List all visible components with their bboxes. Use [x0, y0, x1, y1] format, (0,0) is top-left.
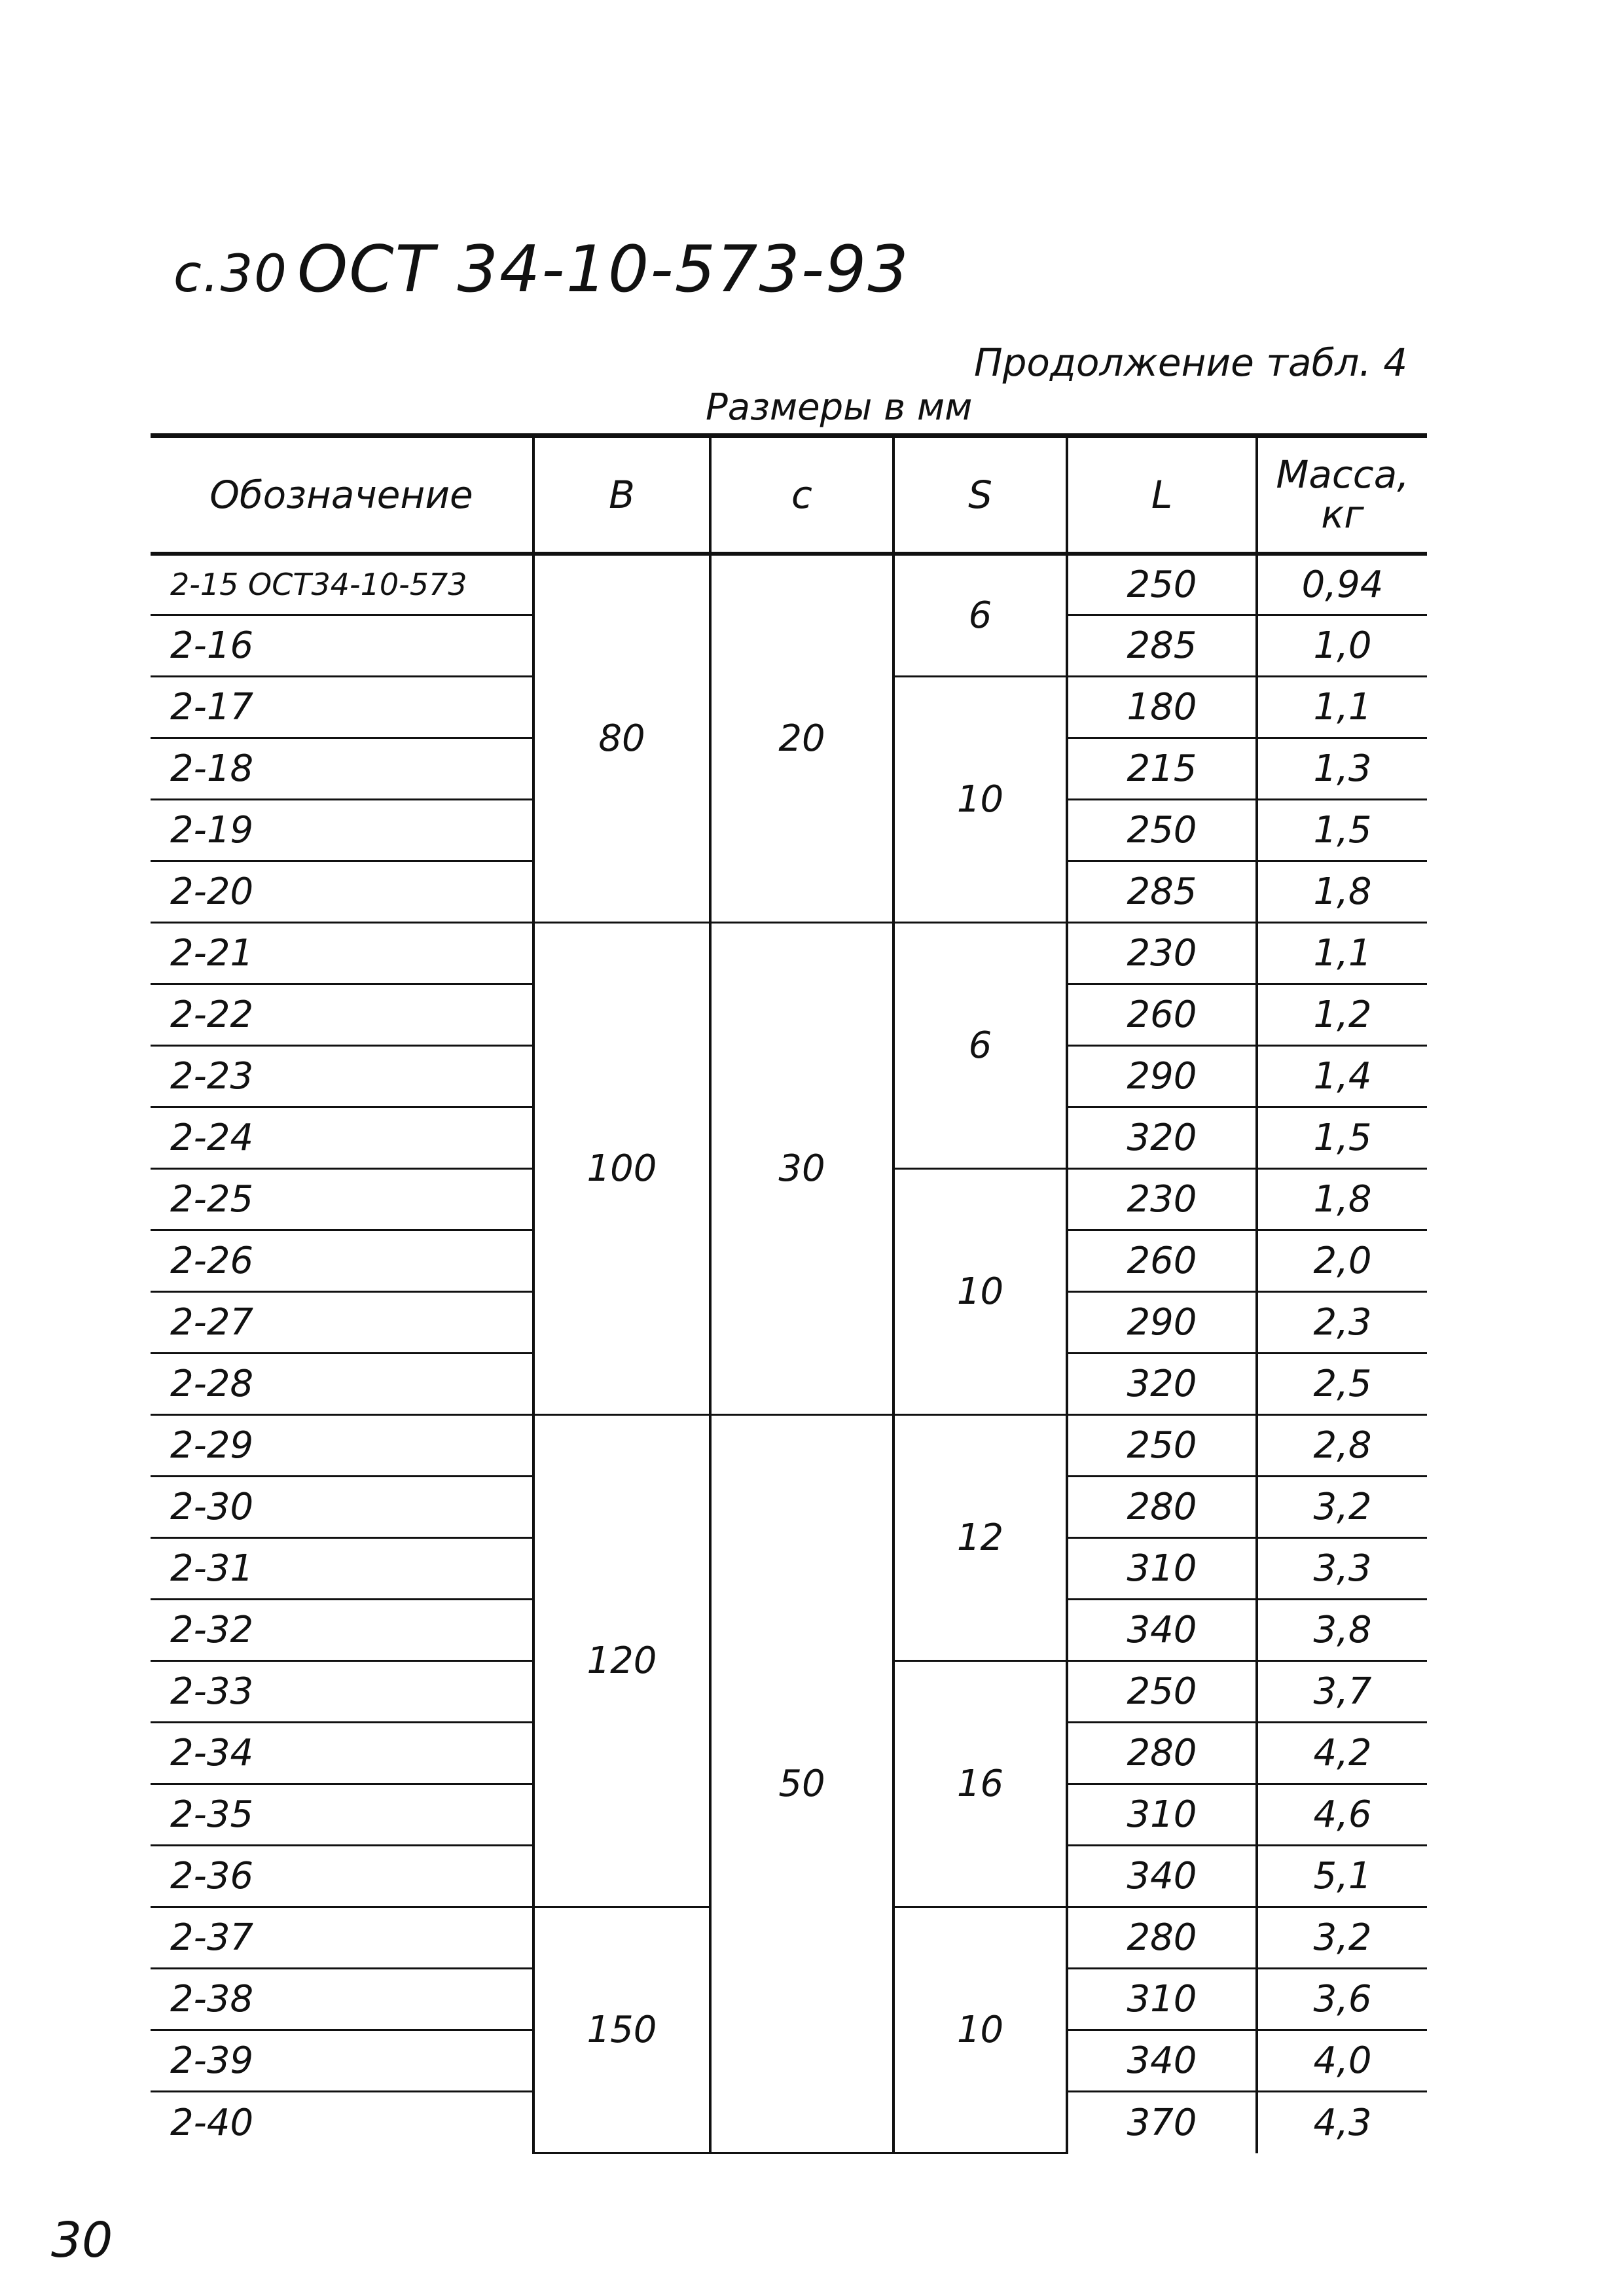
l-value-cell: 340: [1067, 1846, 1257, 1907]
dimensions-table: [151, 433, 1427, 2154]
l-value-cell: 250: [1067, 800, 1257, 861]
page-number: 30: [51, 2212, 113, 2269]
designation-cell: 2-35: [151, 1784, 533, 1846]
column-header-mass-label: Масса,: [1276, 452, 1409, 497]
l-value-cell: 230: [1067, 1169, 1257, 1230]
mass-value-cell: 1,0: [1257, 615, 1427, 677]
designation-cell: 2-34: [151, 1723, 533, 1784]
l-value-cell: 320: [1067, 1107, 1257, 1169]
mass-value-cell: 2,8: [1257, 1415, 1427, 1477]
l-value-cell: 285: [1067, 615, 1257, 677]
mass-value-cell: 3,6: [1257, 1969, 1427, 2030]
s-value-cell: 10: [893, 1169, 1067, 1415]
s-value-cell: 10: [893, 1907, 1067, 2153]
l-value-cell: 290: [1067, 1046, 1257, 1107]
designation-cell: 2-25: [151, 1169, 533, 1230]
s-value-cell: 16: [893, 1661, 1067, 1907]
mass-value-cell: 2,0: [1257, 1230, 1427, 1292]
mass-value-cell: 4,6: [1257, 1784, 1427, 1846]
s-value-cell: 10: [893, 677, 1067, 923]
b-value-cell: 100: [533, 923, 710, 1415]
designation-cell: 2-38: [151, 1969, 533, 2030]
l-value-cell: 285: [1067, 861, 1257, 923]
s-value-cell: 12: [893, 1415, 1067, 1661]
mass-value-cell: 3,2: [1257, 1907, 1427, 1969]
designation-cell: 2-40: [170, 2101, 254, 2144]
l-value-cell: 310: [1067, 1784, 1257, 1846]
designation-cell: 2-20: [151, 861, 533, 923]
mass-value-cell: 1,5: [1257, 1107, 1427, 1169]
l-value-cell: 310: [1067, 1969, 1257, 2030]
mass-value-cell: 3,2: [1257, 1477, 1427, 1538]
mass-value-cell: 4,2: [1257, 1723, 1427, 1784]
designation-cell: 2-15 ОСТ34-10-573: [151, 554, 533, 615]
column-header-l: L: [1067, 436, 1257, 554]
designation-cell: 2-33: [151, 1661, 533, 1723]
mass-value-cell: 1,5: [1257, 800, 1427, 861]
mass-value-cell: 1,8: [1257, 861, 1427, 923]
mass-value-cell: 1,1: [1257, 677, 1427, 738]
l-value-cell: 230: [1067, 923, 1257, 984]
l-value-cell: 290: [1067, 1292, 1257, 1354]
table-continuation-caption: Продолжение табл. 4: [974, 340, 1408, 385]
b-value-cell: 80: [533, 554, 710, 923]
l-value-cell: 250: [1067, 1661, 1257, 1723]
designation-cell: 2-24: [151, 1107, 533, 1169]
column-header-designation: Обозначение: [151, 436, 533, 554]
designation-cell: 2-19: [151, 800, 533, 861]
l-value-cell: 340: [1067, 1600, 1257, 1661]
designation-cell: 2-32: [151, 1600, 533, 1661]
mass-value-cell: 2,3: [1257, 1292, 1427, 1354]
mass-value-cell: 3,3: [1257, 1538, 1427, 1600]
mass-value-cell: 4,3: [1257, 2092, 1427, 2153]
b-value-cell: 120: [533, 1415, 710, 1907]
s-value-cell: 6: [893, 923, 1067, 1169]
designation-cell: 2-28: [151, 1354, 533, 1415]
designation-cell: 2-31: [151, 1538, 533, 1600]
table-row: [151, 554, 1427, 615]
mass-value-cell: 1,8: [1257, 1169, 1427, 1230]
column-header-mass: [1257, 436, 1427, 554]
page-reference: с.30: [173, 245, 288, 304]
c-value-cell: 30: [710, 923, 893, 1415]
column-header-b: B: [533, 436, 710, 554]
l-value-cell: 260: [1067, 984, 1257, 1046]
l-value-cell: 180: [1067, 677, 1257, 738]
mass-value-cell: 1,2: [1257, 984, 1427, 1046]
designation-cell: 2-17: [151, 677, 533, 738]
mass-value-cell: 5,1: [1257, 1846, 1427, 1907]
l-value-cell: 280: [1067, 1907, 1257, 1969]
standard-title: ОСТ 34-10-573-93: [297, 232, 910, 307]
table-header-row: [151, 436, 1427, 554]
mass-value-cell: 4,0: [1257, 2030, 1427, 2092]
l-value-cell: 280: [1067, 1477, 1257, 1538]
designation-cell: 2-39: [151, 2030, 533, 2092]
designation-cell: 2-27: [151, 1292, 533, 1354]
designation-cell: 2-23: [151, 1046, 533, 1107]
designation-cell: 2-29: [151, 1415, 533, 1477]
l-value-cell: 260: [1067, 1230, 1257, 1292]
l-value-cell: 250: [1067, 554, 1257, 615]
dimensions-units-caption: Размеры в мм: [706, 386, 973, 429]
mass-value-cell: 1,4: [1257, 1046, 1427, 1107]
mass-value-cell: 1,3: [1257, 738, 1427, 800]
designation-cell: 2-18: [151, 738, 533, 800]
column-header-mass-unit: кг: [1321, 492, 1364, 537]
l-value-cell: 340: [1067, 2030, 1257, 2092]
table-row: [151, 923, 1427, 984]
l-value-cell: 310: [1067, 1538, 1257, 1600]
page-header: [173, 232, 910, 307]
l-value-cell: 280: [1067, 1723, 1257, 1784]
c-value-cell: 50: [710, 1415, 893, 2153]
l-value-cell: 370: [1067, 2092, 1257, 2153]
l-value-cell: 215: [1067, 738, 1257, 800]
b-value-cell: 150: [533, 1907, 710, 2153]
designation-cell: 2-22: [151, 984, 533, 1046]
l-value-cell: 250: [1067, 1415, 1257, 1477]
column-header-c: c: [710, 436, 893, 554]
designation-cell: 2-21: [151, 923, 533, 984]
designation-cell: 2-26: [151, 1230, 533, 1292]
mass-value-cell: 0,94: [1257, 554, 1427, 615]
table-row: [151, 1415, 1427, 1477]
l-value-cell: 320: [1067, 1354, 1257, 1415]
mass-value-cell: 3,7: [1257, 1661, 1427, 1723]
mass-value-cell: 2,5: [1257, 1354, 1427, 1415]
column-header-s: S: [893, 436, 1067, 554]
mass-value-cell: 1,1: [1257, 923, 1427, 984]
designation-cell: 2-36: [151, 1846, 533, 1907]
c-value-cell: 20: [710, 554, 893, 923]
s-value-cell: 6: [893, 554, 1067, 677]
designation-cell: 2-37: [151, 1907, 533, 1969]
designation-cell: 2-30: [151, 1477, 533, 1538]
designation-cell: 2-16: [151, 615, 533, 677]
mass-value-cell: 3,8: [1257, 1600, 1427, 1661]
